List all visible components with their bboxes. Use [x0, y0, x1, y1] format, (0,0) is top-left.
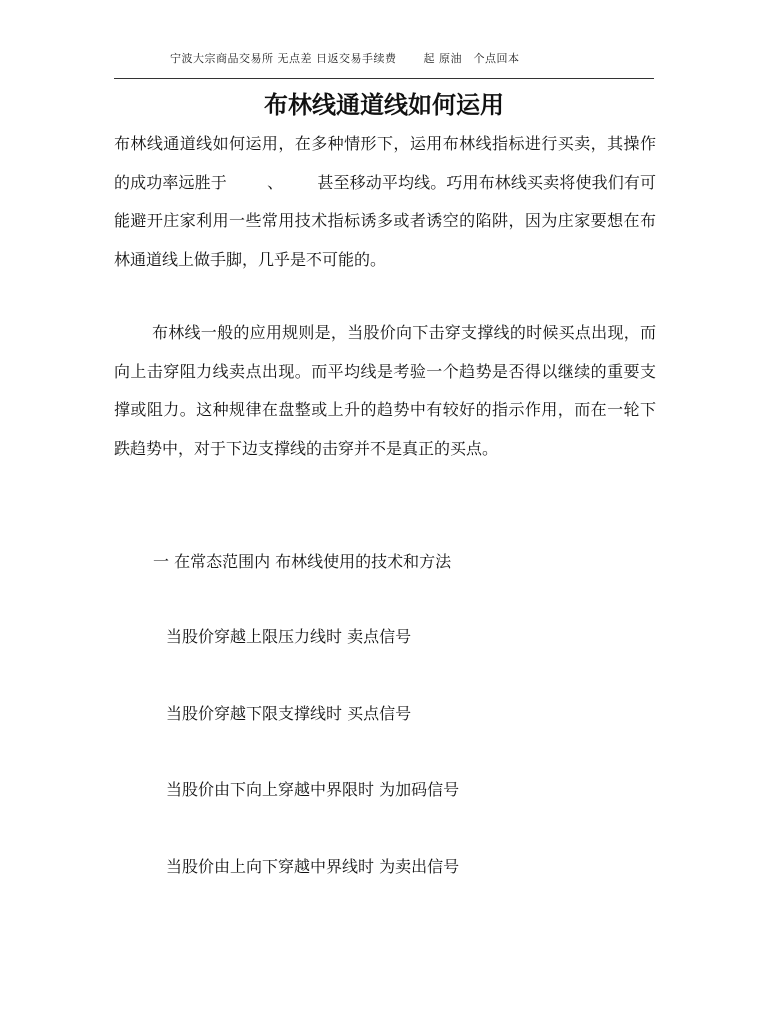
rule-item: 当股价由下向上穿越中界限时 为加码信号: [166, 780, 460, 799]
document-title: 布林线通道线如何运用: [264, 90, 504, 119]
header-divider: [114, 78, 654, 79]
section-heading: 一 在常态范围内 布林线使用的技术和方法: [153, 552, 452, 571]
paragraph-intro-part-2: 、: [266, 172, 284, 192]
paragraph-rules: 布林线一般的应用规则是，当股价向下击穿支撑线的时候买点出现，而向上击穿阻力线卖点出现。而平均线是考验一个趋势是否得以继续的重要支撑或阻力。这种规律在盘整或上升的趋势中有较好的指示作用，而在一轮下跌趋势中，对于下边支撑线的击穿并不是真正的买点。: [114, 323, 656, 458]
rule-item: 当股价由上向下穿越中界线时 为卖出信号: [166, 857, 460, 876]
paragraph-intro-part-3: 甚至移动平均线。巧用布林线买卖将使我们有可能避开庄家利用一些常用技术指标诱多或者诱空的陷阱，因为庄家要想在布林通道线上做手脚，几乎是不可能的。: [114, 172, 656, 269]
rule-item: 当股价穿越上限压力线时 卖点信号: [166, 627, 412, 646]
page-header: 宁波大宗商品交易所 无点差 日返交易手续费 起 原油 个点回本: [170, 52, 520, 65]
paragraph-intro-part-1: 布林线通道线如何运用，在多种情形下，运用布林线指标进行买卖，其操作的成功率远胜于: [114, 134, 656, 192]
paragraph-intro: [114, 125, 656, 279]
rule-item: 当股价穿越下限支撑线时 买点信号: [166, 704, 412, 723]
